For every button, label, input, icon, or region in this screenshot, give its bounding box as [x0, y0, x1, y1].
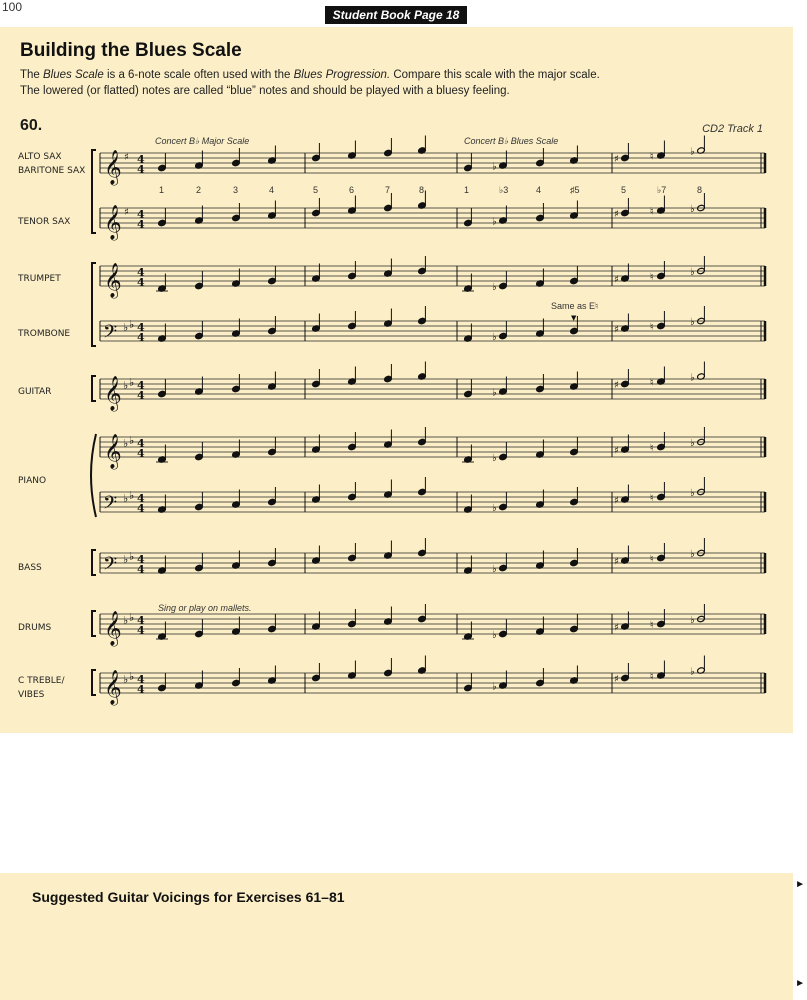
- bracket-vibes: [92, 670, 96, 695]
- same-as-label: Same as E♮: [551, 301, 599, 311]
- intro-line-1: The Blues Scale is a 6-note scale often used with the Blues Progression. Compare this scale with the major scale.: [20, 69, 600, 81]
- scale-degree-label: 1: [159, 185, 165, 195]
- key-flat-icon: ♭: [129, 670, 135, 683]
- accidental-icon: ♮: [650, 620, 654, 631]
- treble-clef-icon: 𝄞: [104, 205, 122, 240]
- accidental-icon: ♭: [690, 317, 695, 328]
- scale-degree-label: 3: [233, 185, 239, 195]
- key-sharp-icon: ♯: [124, 207, 129, 218]
- accidental-icon: ♯: [614, 445, 619, 457]
- accidental-icon: ♯: [614, 556, 619, 568]
- accidental-icon: ♭: [690, 615, 695, 626]
- time-signature-top: 4: [137, 673, 145, 686]
- guitar-voicings-title: Suggested Guitar Voicings for Exercises 61–81: [32, 889, 345, 905]
- accidental-icon: ♭: [492, 681, 497, 693]
- scale-degree-label: 6: [349, 185, 355, 195]
- accidental-icon: ♯: [614, 209, 619, 220]
- time-signature-top: 4: [137, 614, 145, 627]
- blues-scale-label: Concert B♭ Blues Scale: [464, 136, 559, 146]
- accidental-icon: ♭: [690, 488, 695, 499]
- instrument-label: TROMBONE: [18, 329, 71, 339]
- intro-line-2: The lowered (or flatted) notes are called “blue” notes and should be played with a bluesy feeling.: [20, 85, 510, 97]
- key-flat-icon: ♭: [123, 673, 129, 686]
- accidental-icon: ♭: [492, 630, 497, 641]
- accidental-icon: ♮: [650, 206, 654, 218]
- time-signature-top: 4: [137, 321, 145, 334]
- student-book-badge: Student Book Page 18: [325, 6, 467, 24]
- time-signature-top: 4: [137, 379, 145, 392]
- treble-clef-icon: 𝄞: [104, 670, 122, 705]
- score-annotations: [155, 136, 702, 613]
- accidental-icon: ♭: [492, 453, 497, 464]
- blues-degree-label: 8: [697, 185, 703, 195]
- time-signature-bottom: 4: [137, 563, 145, 576]
- blues-degree-label: 1: [464, 185, 470, 195]
- time-signature-top: 4: [137, 553, 145, 566]
- treble-clef-icon: 𝄞: [104, 434, 122, 469]
- arrow-down-icon: ▼: [571, 314, 577, 322]
- treble-clef-icon: 𝄞: [104, 376, 122, 411]
- key-flat-icon: ♭: [123, 437, 129, 450]
- time-signature-top: 4: [137, 153, 145, 166]
- key-flat-icon: ♭: [123, 321, 129, 334]
- instrument-labels: [17, 152, 85, 700]
- treble-clef-icon: 𝄞: [104, 150, 122, 185]
- time-signature-bottom: 4: [137, 389, 145, 402]
- bass-clef-icon: 𝄢: [103, 554, 118, 579]
- blues-degree-label: 5: [621, 185, 627, 195]
- accidental-icon: ♭: [492, 387, 497, 399]
- accidental-icon: ♯: [614, 274, 619, 286]
- key-flat-icon: ♭: [129, 611, 135, 624]
- instrument-label: PIANO: [18, 476, 47, 486]
- accidental-icon: ♭: [690, 438, 695, 449]
- scale-degree-label: 2: [196, 185, 202, 195]
- accidental-icon: ♮: [650, 671, 654, 683]
- key-flat-icon: ♭: [123, 379, 129, 392]
- blues-degree-label: ♯5: [570, 185, 580, 195]
- time-signature-bottom: 4: [137, 447, 145, 460]
- time-signature-top: 4: [137, 208, 145, 221]
- accidental-icon: ♯: [614, 674, 619, 685]
- key-flat-icon: ♭: [129, 489, 135, 502]
- accidental-icon: ♭: [690, 204, 695, 215]
- accidental-icon: ♮: [650, 377, 654, 389]
- time-signature-top: 4: [137, 266, 145, 279]
- blues-degree-label: ♭3: [499, 185, 509, 195]
- accidental-icon: ♭: [690, 146, 695, 158]
- drums-instruction: Sing or play on mallets.: [158, 603, 252, 613]
- bracket-brass: [92, 263, 96, 346]
- key-flat-icon: ♭: [129, 434, 135, 447]
- scale-degree-label: 4: [269, 185, 275, 195]
- accidental-icon: ♭: [492, 503, 497, 514]
- accidental-icon: ♮: [650, 493, 654, 504]
- track-label: CD2 Track 1: [702, 123, 763, 135]
- time-signature-bottom: 4: [137, 163, 145, 176]
- page-number: 100: [2, 0, 23, 14]
- time-signature-top: 4: [137, 437, 145, 450]
- bracket-guitar: [92, 376, 96, 401]
- blues-degree-label: ♭7: [657, 185, 667, 195]
- key-flat-icon: ♭: [129, 376, 135, 389]
- time-signature-bottom: 4: [137, 502, 145, 515]
- key-flat-icon: ♭: [129, 550, 135, 563]
- key-flat-icon: ♭: [123, 614, 129, 627]
- time-signature-bottom: 4: [137, 276, 145, 289]
- accidental-icon: ♯: [614, 622, 619, 634]
- key-sharp-icon: ♯: [124, 152, 129, 163]
- brace-piano: [91, 434, 96, 517]
- bracket-saxes: [92, 150, 96, 233]
- accidental-icon: ♯: [614, 154, 619, 165]
- accidental-icon: ♭: [492, 282, 497, 293]
- accidental-icon: ♭: [492, 332, 497, 343]
- page-arrow-icon-2: ►: [795, 978, 805, 989]
- bass-clef-icon: 𝄢: [103, 322, 118, 347]
- exercise-number: 60.: [20, 117, 43, 134]
- instrument-label: VIBES: [18, 690, 45, 700]
- scale-degree-label: 8: [419, 185, 425, 195]
- major-scale-label: Concert B♭ Major Scale: [155, 136, 250, 146]
- accidental-icon: ♭: [492, 216, 497, 228]
- instrument-label: GUITAR: [18, 387, 52, 397]
- time-signature-top: 4: [137, 492, 145, 505]
- accidental-icon: ♮: [650, 443, 654, 454]
- time-signature-bottom: 4: [137, 624, 145, 637]
- instrument-label: BARITONE SAX: [18, 166, 86, 176]
- instrument-label: ALTO SAX: [18, 152, 62, 162]
- accidental-icon: ♯: [614, 380, 619, 391]
- time-signature-bottom: 4: [137, 218, 145, 231]
- treble-clef-icon: 𝄞: [104, 611, 122, 646]
- accidental-icon: ♯: [614, 324, 619, 336]
- instrument-label: C TREBLE/: [18, 676, 65, 686]
- accidental-icon: ♮: [650, 272, 654, 283]
- blues-degree-label: 4: [536, 185, 542, 195]
- instrument-label: TENOR SAX: [18, 217, 71, 227]
- accidental-icon: ♭: [492, 161, 497, 173]
- time-signature-bottom: 4: [137, 331, 145, 344]
- bracket-bass: [92, 550, 96, 575]
- key-flat-icon: ♭: [123, 492, 129, 505]
- accidental-icon: ♭: [690, 549, 695, 560]
- instrument-label: TRUMPET: [18, 274, 61, 284]
- instrument-label: BASS: [18, 563, 42, 573]
- scale-degree-label: 7: [385, 185, 391, 195]
- key-flat-icon: ♭: [129, 318, 135, 331]
- accidental-icon: ♭: [690, 372, 695, 384]
- accidental-icon: ♮: [650, 554, 654, 565]
- accidental-icon: ♭: [492, 564, 497, 575]
- bracket-drums: [92, 611, 96, 636]
- accidental-icon: ♮: [650, 151, 654, 163]
- accidental-icon: ♭: [690, 666, 695, 678]
- accidental-icon: ♭: [690, 267, 695, 278]
- instrument-label: DRUMS: [18, 623, 52, 633]
- scale-degree-label: 5: [313, 185, 319, 195]
- key-flat-icon: ♭: [123, 553, 129, 566]
- page-title: Building the Blues Scale: [20, 40, 242, 61]
- page-arrow-icon: ►: [795, 879, 805, 890]
- accidental-icon: ♯: [614, 495, 619, 507]
- treble-clef-icon: 𝄞: [104, 263, 122, 298]
- time-signature-bottom: 4: [137, 683, 145, 696]
- bass-clef-icon: 𝄢: [103, 493, 118, 518]
- accidental-icon: ♮: [650, 322, 654, 333]
